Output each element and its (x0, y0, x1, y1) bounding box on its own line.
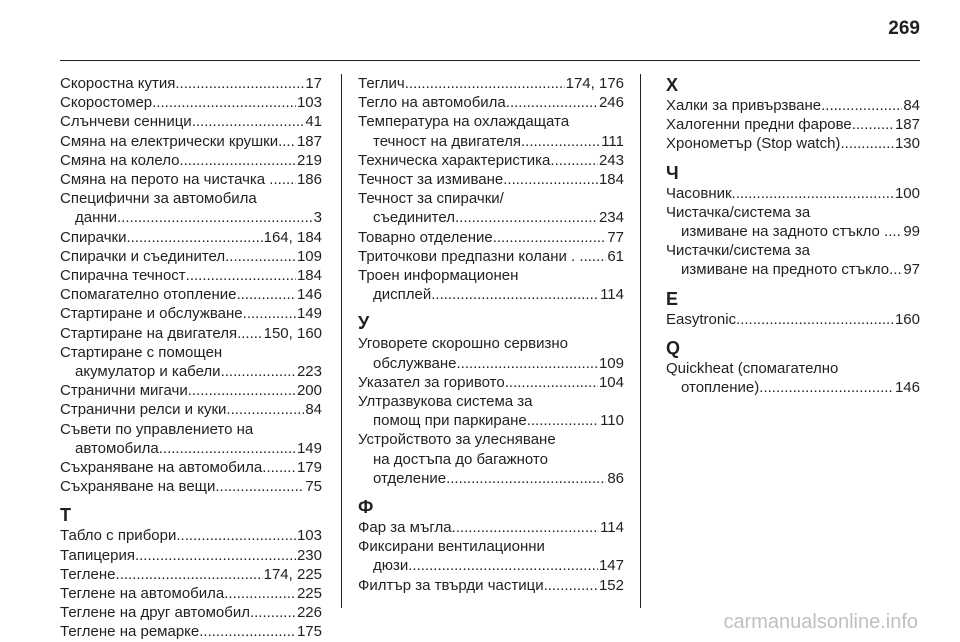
dot-leader (188, 381, 296, 400)
page-number: 269 (888, 18, 920, 39)
page-reference: 77 (607, 228, 624, 246)
dot-leader (840, 134, 894, 153)
page-reference: 61 (607, 247, 624, 265)
page-reference: 187 (296, 132, 322, 150)
dot-leader (135, 546, 296, 565)
index-entry (60, 420, 322, 458)
index-entry (60, 170, 322, 189)
index-entry-first-line: Устройството за улесняване (358, 431, 556, 449)
index-term: Товарно отделение (358, 228, 493, 246)
dot-leader (224, 584, 296, 603)
index-entry-line (666, 310, 920, 329)
index-entry-line (60, 112, 322, 131)
index-entry-line (666, 96, 920, 115)
index-entry-first-line: Стартиране с помощен (60, 343, 223, 361)
index-entry (60, 132, 322, 151)
index-entry (60, 266, 322, 285)
index-entry-line (60, 132, 322, 151)
page-reference: 103 (296, 527, 322, 545)
index-entry (358, 189, 624, 227)
dot-leader (159, 439, 296, 458)
index-entry (666, 134, 920, 153)
index-entry (358, 430, 624, 488)
page-reference: 100 (894, 184, 920, 202)
index-term: Стартиране и обслужване (60, 305, 243, 323)
index-entry (60, 458, 322, 477)
index-entry (666, 203, 920, 241)
index-term: Слънчеви сенници (60, 113, 192, 131)
index-entry (358, 518, 624, 537)
page-reference: 75 (305, 478, 322, 496)
index-entry-line (60, 228, 322, 247)
dot-leader (250, 603, 296, 622)
index-term: Теглич (358, 75, 405, 92)
dot-leader (452, 518, 600, 537)
dot-leader (405, 74, 565, 93)
page-reference: 146 (894, 379, 920, 397)
index-entry-line (666, 184, 920, 203)
dot-leader (505, 373, 598, 392)
index-letter-heading: E (666, 288, 679, 309)
dot-leader (503, 170, 598, 189)
dot-leader (192, 112, 305, 131)
index-entry-line (358, 285, 624, 304)
index-entry-line (60, 151, 322, 170)
index-entry-line (358, 170, 624, 189)
index-term: Странични релси и куки (60, 401, 227, 419)
index-entry (666, 184, 920, 203)
index-term: Филтър за твърди частици (358, 576, 544, 594)
index-term: Халки за привързване (666, 97, 822, 114)
index-entry-line (358, 74, 624, 93)
dot-leader (199, 622, 296, 641)
index-term: отопление) (681, 379, 760, 397)
index-term: Спирачна течност (60, 267, 186, 285)
page-reference: 200 (296, 382, 322, 400)
index-entry (358, 170, 624, 189)
index-term: съединител (373, 209, 455, 227)
index-term: Теглене на автомобила (60, 585, 225, 603)
index-term: Теглене (60, 565, 116, 583)
index-term: Смяна на колело (60, 151, 180, 169)
index-entry-line (666, 378, 920, 397)
dot-leader (527, 411, 599, 430)
index-entry (358, 247, 624, 266)
page-reference: 111 (601, 132, 624, 150)
index-term: Хронометър (Stop watch) (666, 135, 841, 153)
index-entry (358, 228, 624, 247)
index-entry (60, 343, 322, 381)
index-entry-first-line: Температура на охлаждащата (358, 113, 570, 131)
index-entry-line (358, 354, 624, 373)
page-reference: 160 (894, 310, 920, 328)
index-entry-line (60, 526, 322, 545)
index-entry-line (60, 74, 322, 93)
index-entry (60, 112, 322, 131)
dot-leader (455, 208, 598, 227)
dot-leader (889, 260, 902, 279)
index-term: измиване на предното стъкло (681, 261, 890, 279)
page-reference: 234 (598, 209, 624, 227)
dot-leader (126, 228, 262, 247)
index-term: Течност за измиване (358, 171, 504, 189)
dot-leader (221, 362, 296, 381)
page-reference: 41 (305, 113, 322, 131)
dot-leader (236, 285, 295, 304)
index-term: Теглене на друг автомобил (60, 604, 250, 622)
index-entry-line (60, 439, 322, 458)
index-entry-line (60, 584, 322, 603)
dot-leader (152, 93, 296, 112)
dot-leader (446, 469, 606, 488)
index-entry-line (60, 170, 322, 189)
index-entry (358, 151, 624, 170)
page-reference: 99 (903, 223, 920, 241)
index-term: Триточкови предпазни колани . . (358, 247, 584, 265)
index-term: Съхраняване на вещи (60, 478, 216, 496)
index-term: данни (75, 209, 118, 227)
page-reference: 243 (598, 151, 624, 169)
dot-leader (117, 208, 313, 227)
index-entry-line (666, 222, 920, 241)
dot-leader (457, 354, 598, 373)
page-reference: 175 (296, 623, 322, 641)
index-term: обслужване (373, 354, 457, 372)
index-entry-line (60, 362, 322, 381)
index-column-3 (666, 74, 920, 397)
dot-leader (176, 526, 296, 545)
dot-leader (732, 184, 894, 203)
page-reference: 179 (296, 459, 322, 477)
index-entry (60, 546, 322, 565)
page-reference: 164, 184 (263, 228, 322, 246)
dot-leader (179, 151, 296, 170)
dot-leader (186, 266, 296, 285)
index-entry-first-line: Троен информационен (358, 267, 519, 285)
index-entry (358, 266, 624, 304)
index-term: Стартиране на двигателя (60, 324, 238, 342)
page-reference: 230 (296, 546, 322, 564)
index-term: Халогенни предни фарове (666, 116, 852, 134)
index-term: Табло с прибори (60, 527, 177, 545)
index-term: акумулатор и кабели (75, 363, 221, 381)
index-entry (60, 74, 322, 93)
dot-leader (237, 324, 263, 343)
index-letter-heading: У (358, 313, 370, 334)
page-reference: 219 (296, 151, 322, 169)
index-entry-line (358, 556, 624, 575)
index-entry (666, 115, 920, 134)
index-entry-line (666, 115, 920, 134)
index-entry-first-line: Уговорете скорошно сервизно (358, 335, 568, 353)
index-entry-line (358, 151, 624, 170)
index-entry (666, 359, 920, 397)
column-divider (640, 74, 641, 608)
page-reference: 225 (296, 585, 322, 603)
page-reference: 174, 225 (263, 565, 322, 583)
dot-leader (262, 458, 296, 477)
page-reference: 114 (600, 286, 624, 304)
index-term: Тапицерия (60, 546, 135, 564)
index-entry (358, 74, 624, 93)
index-column-2 (358, 74, 624, 595)
page-reference: 103 (296, 94, 322, 112)
index-entry-first-line: Течност за спирачки/ (358, 190, 504, 208)
dot-leader (215, 477, 304, 496)
page-reference: 97 (903, 261, 920, 279)
index-entry-line (60, 324, 322, 343)
index-term: отделение (373, 469, 447, 487)
index-entry (60, 151, 322, 170)
index-term: Спирачки и съединител (60, 247, 226, 265)
index-entry (358, 537, 624, 575)
index-term: измиване на задното стъкло . (681, 223, 889, 241)
index-term: Теглене на ремарке (60, 623, 200, 641)
index-entry-line (60, 381, 322, 400)
index-entry-line (666, 260, 920, 279)
index-term: Техническа характеристика (358, 151, 551, 169)
index-entry-line (60, 208, 322, 227)
dot-leader (408, 556, 598, 575)
index-entry (358, 373, 624, 392)
page-reference: 84 (903, 97, 920, 114)
dot-leader (493, 228, 607, 247)
index-entry-line (358, 518, 624, 537)
index-entry-first-line: Quickheat (спомагателно (666, 359, 839, 377)
index-entry (358, 576, 624, 595)
dot-leader (506, 93, 598, 112)
dot-leader (888, 222, 902, 241)
index-entry-line (60, 247, 322, 266)
index-entry-line (358, 93, 624, 112)
index-entry-first-line: Фиксирани вентилационни (358, 538, 545, 556)
index-letter-heading: Q (666, 337, 681, 358)
dot-leader (821, 96, 902, 115)
watermark: carmanualsonline.info (723, 611, 918, 633)
index-entry (60, 400, 322, 419)
index-letter-heading: Ф (358, 497, 374, 518)
index-letter-heading: Т (60, 505, 71, 526)
index-entry-first-line: Специфични за автомобила (60, 190, 257, 208)
dot-leader (550, 151, 598, 170)
index-entry (358, 112, 624, 150)
page-reference: 223 (296, 363, 322, 381)
dot-leader (584, 247, 607, 266)
header-rule (60, 60, 920, 61)
index-term: Смяна на електрически крушки (60, 132, 279, 150)
index-entry (60, 228, 322, 247)
index-entry (60, 622, 322, 641)
index-entry-first-line: Ултразвукова система за (358, 393, 533, 411)
page-reference: 130 (894, 135, 920, 153)
dot-leader (521, 132, 600, 151)
page-reference: 149 (296, 439, 322, 457)
page-reference: 110 (600, 412, 624, 430)
page-reference: 186 (296, 171, 322, 189)
page-reference: 174, 176 (565, 75, 624, 92)
index-entry-first-line: Чистачка/система за (666, 203, 811, 221)
index-entry (60, 381, 322, 400)
index-entry (60, 324, 322, 343)
page-reference: 226 (296, 604, 322, 622)
page-reference: 246 (598, 94, 624, 112)
page-reference: 150, 160 (263, 324, 322, 342)
dot-leader (278, 132, 296, 151)
index-term: Фар за мъгла (358, 519, 452, 537)
index-entry-line (60, 546, 322, 565)
index-entry-middle-line: на достъпа до багажното (373, 450, 548, 468)
index-term: течност на двигателя (373, 132, 521, 150)
page-reference: 152 (598, 576, 624, 594)
index-term: дюзи (373, 557, 409, 575)
index-entry-line (358, 373, 624, 392)
page-reference: 109 (296, 247, 322, 265)
dot-leader (226, 400, 304, 419)
index-entry (358, 93, 624, 112)
index-entry-line (358, 132, 624, 151)
page-reference: 187 (894, 116, 920, 134)
dot-leader (852, 115, 894, 134)
index-term: Указател за горивото (358, 373, 505, 391)
index-entry (60, 565, 322, 584)
index-entry (60, 285, 322, 304)
page-reference: 146 (296, 286, 322, 304)
page-reference: 86 (607, 469, 624, 487)
index-entry (60, 526, 322, 545)
index-entry-line (60, 458, 322, 477)
index-entry-line (358, 247, 624, 266)
index-column-1 (60, 74, 322, 642)
index-entry (60, 93, 322, 112)
index-entry (358, 392, 624, 430)
dot-leader (759, 378, 894, 397)
index-entry (666, 96, 920, 115)
index-entry-first-line: Чистачки/система за (666, 242, 810, 260)
index-entry (60, 603, 322, 622)
index-entry (60, 477, 322, 496)
index-term: Странични мигачи (60, 382, 188, 400)
index-entry (60, 304, 322, 323)
index-entry (358, 334, 624, 372)
index-entry-line (60, 477, 322, 496)
dot-leader (273, 170, 295, 189)
index-letter-heading: Ч (666, 162, 679, 183)
index-entry-line (60, 93, 322, 112)
index-entry-line (60, 304, 322, 323)
index-entry-line (358, 208, 624, 227)
index-entry-line (60, 266, 322, 285)
dot-leader (736, 310, 894, 329)
index-entry-line (60, 565, 322, 584)
dot-leader (431, 285, 599, 304)
dot-leader (243, 304, 296, 323)
index-term: Easytronic (666, 310, 737, 328)
index-entry-line (60, 622, 322, 641)
dot-leader (175, 74, 304, 93)
index-entry (60, 189, 322, 227)
index-entry (666, 310, 920, 329)
index-term: Скоростомер (60, 94, 153, 112)
index-term: Съхраняване на автомобила (60, 459, 263, 477)
index-entry-line (60, 400, 322, 419)
index-entry-line (358, 228, 624, 247)
page-reference: 149 (296, 305, 322, 323)
index-entry-line (358, 576, 624, 595)
dot-leader (544, 576, 598, 595)
index-entry-line (60, 285, 322, 304)
index-term: Тегло на автомобила (358, 94, 506, 112)
index-entry (60, 584, 322, 603)
index-term: Скоростна кутия (60, 75, 176, 92)
page-reference: 147 (598, 557, 624, 575)
index-term: Спирачки (60, 228, 127, 246)
page-reference: 184 (296, 267, 322, 285)
index-term: автомобила (75, 439, 159, 457)
index-entry-line (60, 603, 322, 622)
index-entry-first-line: Съвети по управлението на (60, 420, 254, 438)
index-term: Смяна на перото на чистачка . (60, 171, 274, 189)
page-reference: 114 (600, 519, 624, 537)
page-reference: 104 (598, 373, 624, 391)
page-reference: 17 (305, 75, 322, 92)
index-entry (60, 247, 322, 266)
index-term: помощ при паркиране (373, 412, 527, 430)
index-term: Часовник (666, 184, 732, 202)
page-reference: 84 (305, 401, 322, 419)
index-letter-heading: Х (666, 75, 679, 95)
page-reference: 3 (313, 209, 322, 227)
page-reference: 184 (598, 171, 624, 189)
index-term: Спомагателно отопление (60, 286, 237, 304)
dot-leader (116, 565, 263, 584)
index-entry-line (358, 469, 624, 488)
column-divider (341, 74, 342, 608)
index-entry-line (666, 134, 920, 153)
dot-leader (225, 247, 296, 266)
index-entry (666, 241, 920, 279)
index-term: дисплей (373, 286, 432, 304)
index-entry-line (358, 411, 624, 430)
page-reference: 109 (598, 354, 624, 372)
